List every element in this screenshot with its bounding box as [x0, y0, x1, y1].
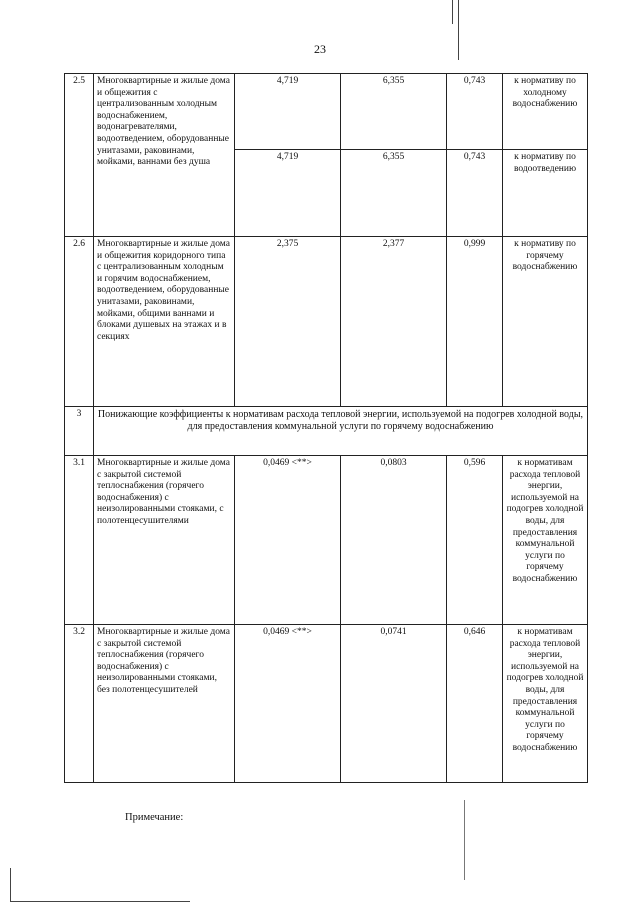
scan-artifact — [458, 0, 459, 60]
row-number: 3.1 — [65, 456, 94, 625]
value-cell: 0,743 — [447, 150, 503, 237]
value-cell: 4,719 — [235, 150, 341, 237]
row-number: 3.2 — [65, 625, 94, 783]
section-title: Понижающие коэффициенты к нормативам расхода тепловой энергии, используемой на подогрев холодной воды, для предоставления коммунальной услуги по горячему водоснабжению — [94, 407, 588, 456]
section-number: 3 — [65, 407, 94, 456]
note-cell: к нормативам расхода тепловой энергии, используемой на подогрев холодной воды, для предоставления коммунальной услуги по горячему водоснабжению — [503, 625, 588, 783]
table-row — [65, 74, 588, 150]
note-cell: к нормативу по водоотведению — [503, 150, 588, 237]
row-number: 2.5 — [65, 74, 94, 237]
value-cell: 4,719 — [235, 74, 341, 150]
table-row — [65, 237, 588, 407]
table-row — [65, 625, 588, 783]
row-description: Многоквартирные и жилые дома с закрытой системой теплоснабжения (горячего водоснабжения) с неизолированными стояками, с полотенцесушителями — [94, 456, 235, 625]
row-number: 2.6 — [65, 237, 94, 407]
scan-artifact — [10, 868, 11, 902]
note-cell: к нормативу по горячему водоснабжению — [503, 237, 588, 407]
value-cell: 0,0741 — [341, 625, 447, 783]
value-cell: 6,355 — [341, 74, 447, 150]
value-cell: 6,355 — [341, 150, 447, 237]
row-description: Многоквартирные и жилые дома и общежития с централизованным холодным водоснабжением, водонагревателями, водоотведением, оборудованные унитазами, раковинами, мойками, ваннами без душа — [94, 74, 235, 237]
row-description: Многоквартирные и жилые дома с закрытой системой теплоснабжения (горячего водоснабжения) с неизолированными стояками, без полотенцесушителей — [94, 625, 235, 783]
table-row — [65, 456, 588, 625]
value-cell: 0,646 — [447, 625, 503, 783]
scan-artifact — [464, 800, 465, 880]
norms-table — [64, 73, 588, 783]
scan-artifact — [10, 901, 190, 902]
footnote-label: Примечание: — [125, 812, 184, 823]
value-cell: 2,375 — [235, 237, 341, 407]
row-description: Многоквартирные и жилые дома и общежития коридорного типа с централизованным холодным и горячим водоснабжением, водоотведением, оборудованные унитазами, раковинами, мойками, общими ваннами и блоками душевых на этажах и в секциях — [94, 237, 235, 407]
scan-artifact — [452, 0, 453, 24]
section-row — [65, 407, 588, 456]
value-cell: 0,0803 — [341, 456, 447, 625]
value-cell: 0,596 — [447, 456, 503, 625]
value-cell: 0,0469 <**> — [235, 456, 341, 625]
page-number: 23 — [314, 42, 326, 56]
note-cell: к нормативу по холодному водоснабжению — [503, 74, 588, 150]
value-cell: 2,377 — [341, 237, 447, 407]
value-cell: 0,999 — [447, 237, 503, 407]
value-cell: 0,743 — [447, 74, 503, 150]
note-cell: к нормативам расхода тепловой энергии, используемой на подогрев холодной воды, для предоставления коммунальной услуги по горячему водоснабжению — [503, 456, 588, 625]
value-cell: 0,0469 <**> — [235, 625, 341, 783]
